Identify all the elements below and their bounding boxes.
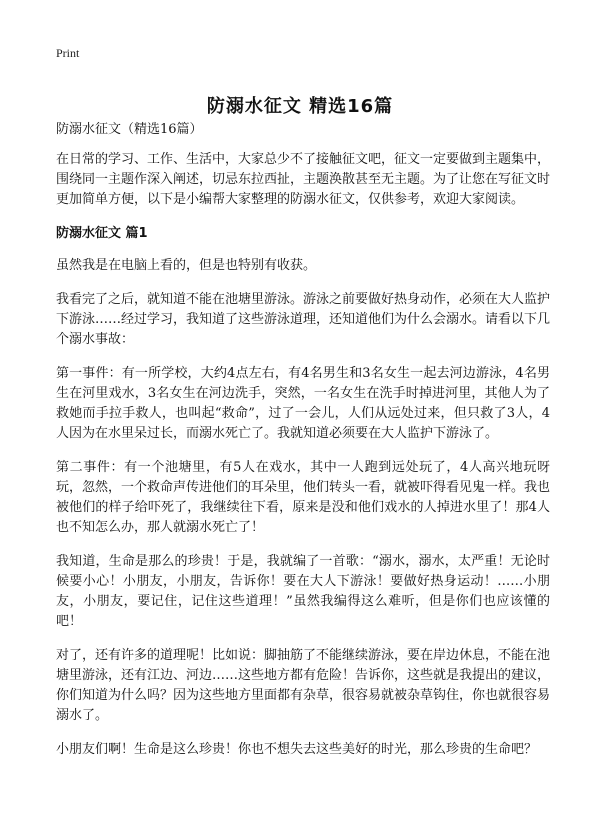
paragraph: 对了，还有许多的道理呢！比如说：脚抽筋了不能继续游泳，要在岸边休息，不能在池塘里游泳，还有江边、河边……这些地方都有危险！告诉你，这些就是我提出的建议，你们知道为什么吗？因为这些地方里面都有杂草，很容易就被杂草钩住，你也就很容易溺水了。	[56, 648, 551, 723]
paragraph: 我看完了之后，就知道不能在池塘里游泳。游泳之前要做好热身动作，必须在大人监护下游泳……经过学习，我知道了这些游泳道理，还知道他们为什么会溺水。请看以下几个溺水事故：	[56, 292, 551, 347]
intro-paragraph: 在日常的学习、工作、生活中，大家总少不了接触征文吧，征文一定要做到主题集中，围绕同一主题作深入阐述，切忌东拉西扯，主题涣散甚至无主题。为了让您在写征文时更加简单方便，以下是小编帮大家整理的防溺水征文，仅供参考，欢迎大家阅读。	[56, 152, 551, 207]
print-link[interactable]: Print	[56, 46, 80, 60]
article-body	[56, 120, 550, 774]
article-subtitle: 防溺水征文（精选16篇）	[56, 122, 203, 137]
paragraph: 虽然我是在电脑上看的，但是也特别有收获。	[56, 258, 317, 273]
paragraph: 第一事件：有一所学校，大约4点左右，有4名男生和3名女生一起去河边游泳，4名男生在河里戏水，3名女生在河边洗手，突然，一名女生在洗手时掉进河里，其他人为了救她而手拉手救人，也叫起“救命”，过了一会儿，人们从远处过来，但只救了3人，4人因为在水里呆过长，而溺水死亡了。我就知道必须要在大人监护下游泳了。	[56, 366, 550, 441]
section-heading: 防溺水征文 篇1	[56, 226, 148, 241]
paragraph: 第二事件：有一个池塘里，有5人在戏水，其中一人跑到远处玩了，4人高兴地玩呀玩，忽然，一个救命声传进他们的耳朵里，他们转头一看，就被吓得看见鬼一样。我也被他们的样子给吓死了，我继续往下看，原来是没和他们戏水的人掉进水里了！那4人也不知怎么办，那人就溺水死亡了！	[56, 460, 551, 535]
page-title: 防溺水征文 精选16篇	[206, 96, 394, 118]
paragraph: 我知道，生命是那么的珍贵！于是，我就编了一首歌：“溺水，溺水，太严重！无论时候要小心！小朋友，小朋友，告诉你！要在大人下游泳！要做好热身运动！……小朋友，小朋友，要记住，记住这些道理！”虽然我编得这么难听，但是你们也应该懂的吧！	[56, 554, 550, 629]
paragraph: 小朋友们啊！生命是这么珍贵！你也不想失去这些美好的时光，那么珍贵的生命吧？	[56, 742, 538, 757]
